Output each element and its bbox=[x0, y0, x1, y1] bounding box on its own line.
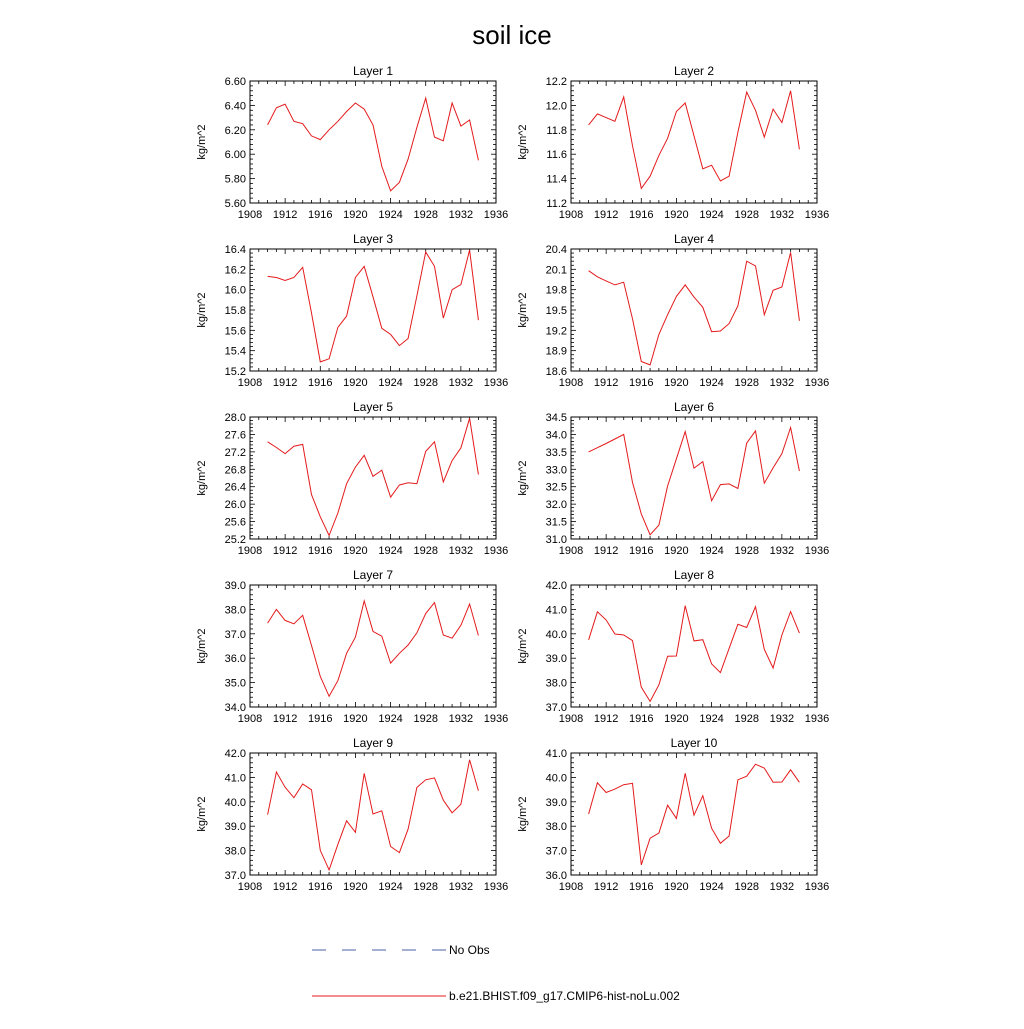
plot-frame bbox=[250, 81, 496, 203]
x-tick-label: 1920 bbox=[343, 545, 368, 557]
x-tick-label: 1932 bbox=[769, 209, 795, 221]
x-tick-label: 1916 bbox=[629, 209, 654, 221]
series-line bbox=[589, 606, 800, 702]
y-tick-label: 16.2 bbox=[224, 264, 246, 277]
y-tick-label: 5.60 bbox=[224, 198, 246, 210]
x-tick-label: 1924 bbox=[699, 377, 724, 389]
y-tick-label: 40.0 bbox=[545, 628, 567, 641]
x-tick-label: 1916 bbox=[308, 377, 333, 389]
x-tick-label: 1908 bbox=[237, 209, 263, 221]
y-tick-label: 40.0 bbox=[545, 772, 567, 785]
x-tick-label: 1936 bbox=[804, 881, 830, 893]
x-tick-label: 1936 bbox=[804, 209, 830, 221]
x-tick-label: 1920 bbox=[343, 881, 368, 893]
x-tick-label: 1916 bbox=[308, 713, 333, 725]
y-tick-label: 32.0 bbox=[545, 499, 567, 512]
y-tick-label: 41.0 bbox=[545, 748, 567, 760]
x-tick-label: 1908 bbox=[237, 377, 263, 389]
y-tick-label: 12.0 bbox=[545, 100, 567, 113]
x-tick-label: 1916 bbox=[308, 545, 333, 557]
series-line bbox=[589, 428, 800, 535]
series-line bbox=[589, 764, 800, 865]
x-tick-label: 1912 bbox=[272, 713, 298, 725]
x-tick-label: 1908 bbox=[558, 209, 584, 221]
y-tick-label: 33.0 bbox=[545, 464, 567, 477]
x-tick-label: 1932 bbox=[448, 377, 474, 389]
x-tick-label: 1924 bbox=[378, 377, 403, 389]
series-line bbox=[268, 601, 479, 696]
x-tick-label: 1912 bbox=[272, 545, 298, 557]
x-tick-label: 1932 bbox=[769, 545, 795, 557]
series-line bbox=[268, 250, 479, 362]
y-tick-label: 15.4 bbox=[224, 345, 246, 358]
y-tick-label: 6.00 bbox=[224, 149, 246, 162]
panel-3 bbox=[196, 232, 508, 389]
x-tick-label: 1920 bbox=[343, 377, 368, 389]
x-tick-label: 1916 bbox=[629, 377, 654, 389]
series-line bbox=[268, 418, 479, 535]
panel-title: Layer 5 bbox=[352, 400, 394, 414]
x-tick-label: 1928 bbox=[734, 713, 759, 725]
y-tick-label: 15.6 bbox=[224, 325, 246, 338]
figure-title: soil ice bbox=[472, 20, 552, 50]
x-tick-label: 1932 bbox=[448, 713, 474, 725]
panel-1 bbox=[196, 64, 508, 221]
y-tick-label: 38.0 bbox=[545, 677, 567, 690]
panel-2 bbox=[517, 64, 829, 221]
x-tick-label: 1936 bbox=[483, 377, 509, 389]
x-tick-label: 1932 bbox=[448, 881, 474, 893]
y-tick-label: 38.0 bbox=[224, 604, 246, 617]
y-tick-label: 34.0 bbox=[224, 702, 246, 714]
y-axis-label: kg/m^2 bbox=[196, 124, 208, 160]
x-tick-label: 1924 bbox=[378, 713, 403, 725]
x-tick-label: 1928 bbox=[734, 545, 759, 557]
y-tick-label: 38.0 bbox=[545, 821, 567, 834]
y-tick-label: 6.40 bbox=[224, 100, 246, 113]
y-tick-label: 27.6 bbox=[224, 429, 246, 442]
x-tick-label: 1908 bbox=[237, 881, 263, 893]
y-tick-label: 6.60 bbox=[224, 76, 246, 88]
x-tick-label: 1936 bbox=[804, 377, 830, 389]
y-tick-label: 39.0 bbox=[224, 821, 246, 834]
y-tick-label: 11.8 bbox=[546, 124, 567, 137]
y-tick-label: 37.0 bbox=[224, 628, 246, 641]
panels bbox=[196, 64, 829, 893]
x-tick-label: 1920 bbox=[664, 209, 689, 221]
x-tick-label: 1916 bbox=[629, 545, 654, 557]
x-tick-label: 1912 bbox=[593, 209, 619, 221]
y-tick-label: 42.0 bbox=[545, 580, 567, 592]
y-tick-label: 27.2 bbox=[224, 446, 246, 459]
y-tick-label: 16.0 bbox=[224, 284, 246, 297]
y-tick-label: 15.2 bbox=[224, 366, 246, 378]
x-tick-label: 1936 bbox=[804, 545, 830, 557]
y-tick-label: 34.0 bbox=[545, 429, 567, 442]
y-tick-label: 36.0 bbox=[224, 653, 246, 666]
x-tick-label: 1924 bbox=[378, 545, 403, 557]
panel-5 bbox=[196, 400, 508, 557]
x-tick-label: 1920 bbox=[664, 377, 689, 389]
y-tick-label: 41.0 bbox=[545, 604, 567, 617]
y-tick-label: 19.5 bbox=[545, 305, 567, 317]
x-tick-label: 1928 bbox=[413, 881, 438, 893]
y-tick-label: 33.5 bbox=[545, 446, 567, 459]
x-tick-label: 1928 bbox=[413, 377, 438, 389]
x-tick-label: 1912 bbox=[272, 881, 298, 893]
panel-title: Layer 1 bbox=[352, 64, 394, 78]
y-tick-label: 5.80 bbox=[224, 173, 246, 186]
x-tick-label: 1920 bbox=[343, 209, 368, 221]
x-tick-label: 1936 bbox=[483, 713, 509, 725]
y-tick-label: 31.5 bbox=[545, 516, 567, 529]
y-axis-label: kg/m^2 bbox=[517, 628, 529, 664]
y-axis-label: kg/m^2 bbox=[196, 796, 208, 832]
x-tick-label: 1928 bbox=[734, 377, 759, 389]
y-axis-label: kg/m^2 bbox=[517, 796, 529, 832]
y-tick-label: 16.4 bbox=[224, 244, 246, 256]
x-tick-label: 1912 bbox=[593, 377, 619, 389]
y-tick-label: 37.0 bbox=[545, 702, 567, 714]
x-tick-label: 1924 bbox=[699, 713, 724, 725]
y-tick-label: 26.0 bbox=[224, 499, 246, 512]
x-tick-label: 1932 bbox=[448, 209, 474, 221]
x-tick-label: 1936 bbox=[483, 209, 509, 221]
panel-4 bbox=[517, 232, 829, 389]
y-tick-label: 42.0 bbox=[224, 748, 246, 760]
x-tick-label: 1908 bbox=[558, 881, 584, 893]
series-line bbox=[268, 98, 479, 191]
x-tick-label: 1932 bbox=[769, 713, 795, 725]
x-tick-label: 1932 bbox=[769, 377, 795, 389]
plot-frame bbox=[571, 249, 817, 371]
panel-6 bbox=[517, 400, 829, 557]
panel-10 bbox=[517, 736, 829, 893]
x-tick-label: 1908 bbox=[237, 713, 263, 725]
panel-title: Layer 3 bbox=[352, 232, 394, 246]
x-tick-label: 1912 bbox=[593, 545, 619, 557]
x-tick-label: 1924 bbox=[378, 881, 403, 893]
x-tick-label: 1924 bbox=[699, 545, 724, 557]
y-tick-label: 34.5 bbox=[545, 412, 567, 424]
legend-label: No Obs bbox=[449, 943, 490, 957]
y-tick-label: 28.0 bbox=[224, 412, 246, 424]
y-axis-label: kg/m^2 bbox=[196, 460, 208, 496]
x-tick-label: 1916 bbox=[629, 713, 654, 725]
y-axis-label: kg/m^2 bbox=[196, 292, 208, 328]
panel-title: Layer 7 bbox=[352, 568, 394, 582]
x-tick-label: 1920 bbox=[343, 713, 368, 725]
x-tick-label: 1936 bbox=[483, 545, 509, 557]
y-tick-label: 20.1 bbox=[545, 264, 567, 277]
x-tick-label: 1920 bbox=[664, 545, 689, 557]
panel-8 bbox=[517, 568, 829, 725]
panel-title: Layer 4 bbox=[673, 232, 715, 246]
y-tick-label: 25.6 bbox=[224, 516, 246, 529]
y-tick-label: 39.0 bbox=[545, 796, 567, 809]
x-tick-label: 1928 bbox=[734, 209, 759, 221]
x-tick-label: 1912 bbox=[272, 377, 298, 389]
plot-frame bbox=[571, 417, 817, 539]
x-tick-label: 1912 bbox=[593, 713, 619, 725]
panel-7 bbox=[196, 568, 508, 725]
x-tick-label: 1928 bbox=[413, 545, 438, 557]
y-tick-label: 31.0 bbox=[545, 534, 567, 546]
series-line bbox=[589, 252, 800, 365]
y-tick-label: 20.4 bbox=[545, 244, 567, 256]
y-tick-label: 11.6 bbox=[546, 149, 567, 162]
x-tick-label: 1916 bbox=[308, 209, 333, 221]
y-tick-label: 19.8 bbox=[545, 284, 567, 297]
y-tick-label: 37.0 bbox=[545, 845, 567, 858]
x-tick-label: 1908 bbox=[237, 545, 263, 557]
y-axis-label: kg/m^2 bbox=[196, 628, 208, 664]
x-tick-label: 1924 bbox=[699, 209, 724, 221]
y-tick-label: 39.0 bbox=[224, 580, 246, 592]
x-tick-label: 1928 bbox=[734, 881, 759, 893]
y-tick-label: 37.0 bbox=[224, 870, 246, 882]
x-tick-label: 1920 bbox=[664, 881, 689, 893]
plot-frame bbox=[250, 249, 496, 371]
y-tick-label: 38.0 bbox=[224, 845, 246, 858]
y-tick-label: 18.6 bbox=[545, 366, 567, 378]
y-tick-label: 25.2 bbox=[224, 534, 246, 546]
y-tick-label: 40.0 bbox=[224, 796, 246, 809]
y-tick-label: 18.9 bbox=[545, 345, 567, 358]
series-line bbox=[268, 760, 479, 870]
y-tick-label: 11.4 bbox=[546, 173, 567, 186]
panel-title: Layer 10 bbox=[670, 736, 718, 750]
y-tick-label: 41.0 bbox=[224, 772, 246, 785]
panel-title: Layer 8 bbox=[673, 568, 715, 582]
x-tick-label: 1932 bbox=[448, 545, 474, 557]
x-tick-label: 1932 bbox=[769, 881, 795, 893]
x-tick-label: 1936 bbox=[483, 881, 509, 893]
panel-9 bbox=[196, 736, 508, 893]
x-tick-label: 1928 bbox=[413, 713, 438, 725]
plot-frame bbox=[571, 585, 817, 707]
panel-title: Layer 6 bbox=[673, 400, 715, 414]
x-tick-label: 1908 bbox=[558, 377, 584, 389]
x-tick-label: 1916 bbox=[629, 881, 654, 893]
y-tick-label: 6.20 bbox=[224, 124, 246, 137]
plot-frame bbox=[250, 585, 496, 707]
series-line bbox=[589, 91, 800, 189]
y-tick-label: 26.4 bbox=[224, 481, 246, 494]
y-tick-label: 15.8 bbox=[224, 305, 246, 317]
y-tick-label: 39.0 bbox=[545, 653, 567, 666]
x-tick-label: 1908 bbox=[558, 545, 584, 557]
y-tick-label: 32.5 bbox=[545, 481, 567, 494]
y-tick-label: 35.0 bbox=[224, 677, 246, 690]
y-axis-label: kg/m^2 bbox=[517, 124, 529, 160]
y-tick-label: 26.8 bbox=[224, 464, 246, 477]
panel-title: Layer 9 bbox=[352, 736, 394, 750]
y-tick-label: 19.2 bbox=[545, 325, 567, 338]
legend-label: b.e21.BHIST.f09_g17.CMIP6-hist-noLu.002 bbox=[449, 989, 680, 1003]
x-tick-label: 1916 bbox=[308, 881, 333, 893]
plot-frame bbox=[250, 417, 496, 539]
x-tick-label: 1908 bbox=[558, 713, 584, 725]
x-tick-label: 1936 bbox=[804, 713, 830, 725]
x-tick-label: 1924 bbox=[699, 881, 724, 893]
y-axis-label: kg/m^2 bbox=[517, 460, 529, 496]
plot-frame bbox=[571, 81, 817, 203]
x-tick-label: 1928 bbox=[413, 209, 438, 221]
y-tick-label: 36.0 bbox=[545, 870, 567, 882]
y-tick-label: 11.2 bbox=[546, 198, 567, 210]
legend bbox=[312, 943, 680, 1003]
panel-title: Layer 2 bbox=[673, 64, 715, 78]
x-tick-label: 1912 bbox=[272, 209, 298, 221]
x-tick-label: 1920 bbox=[664, 713, 689, 725]
y-tick-label: 12.2 bbox=[545, 76, 567, 88]
x-tick-label: 1912 bbox=[593, 881, 619, 893]
x-tick-label: 1924 bbox=[378, 209, 403, 221]
y-axis-label: kg/m^2 bbox=[517, 292, 529, 328]
